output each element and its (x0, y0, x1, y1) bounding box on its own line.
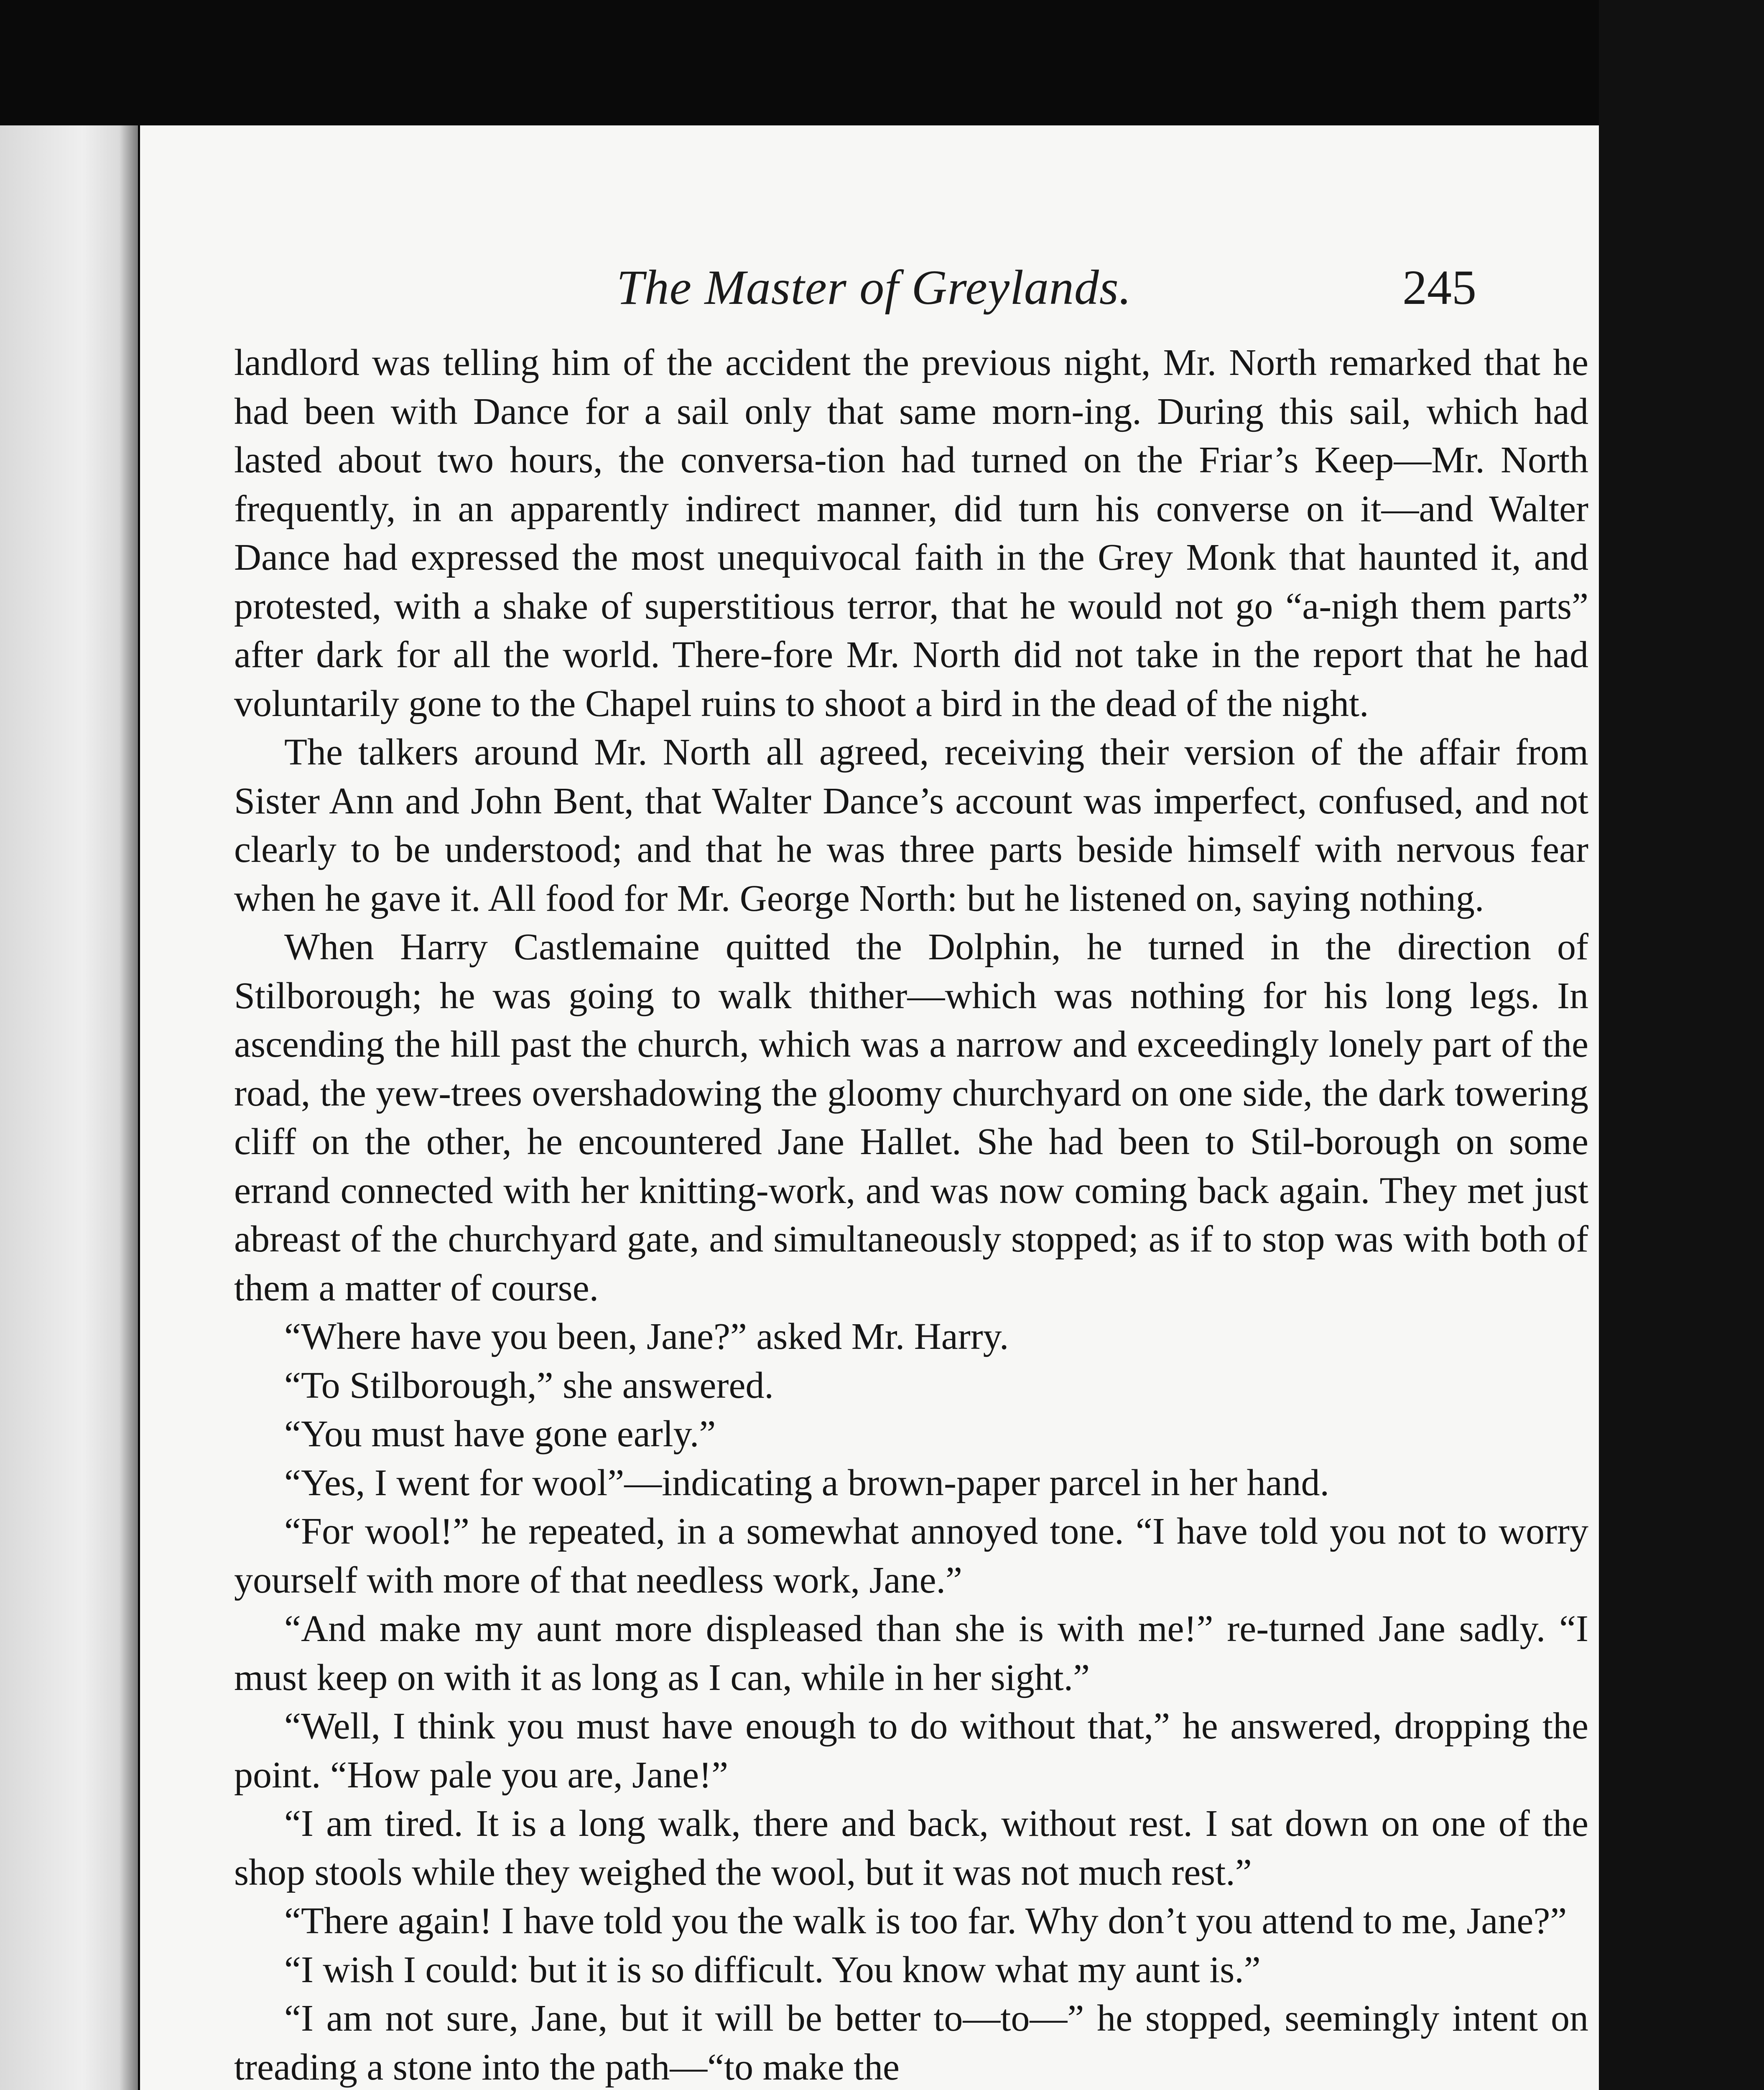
dialogue-line: “For wool!” he repeated, in a somewhat annoyed tone. “I have told you not to worry yourself with more of that needless work, Jane.” (234, 1511, 1588, 1601)
paragraph: landlord was telling him of the accident the previous night, Mr. North remarked that he had been with Dance for a sail only that same morn-ing. During this sail, which had lasted about two hours, the conversa-tion had turned on the Friar’s Keep—Mr. North frequently, in an apparently indirect manner, did turn his converse on it—and Walter Dance had expressed the most unequivocal faith in the Grey Monk that haunted it, and protested, with a shake of superstitious terror, that he would not go “a-nigh them parts” after dark for all the world. There-fore Mr. North did not take in the report that he had voluntarily gone to the Chapel ruins to shoot a bird in the dead of the night. (234, 342, 1588, 724)
dialogue-line: “I am tired. It is a long walk, there and back, without rest. I sat down on one of the shop stools while they weighed the wool, but it was not much rest.” (234, 1803, 1588, 1893)
previous-page-edge (0, 125, 138, 2090)
body-text (234, 339, 1588, 2090)
dialogue-line: “To Stilborough,” she answered. (284, 1364, 774, 1406)
book-page (140, 125, 1599, 2090)
running-head (140, 259, 1599, 326)
dialogue-line: “You must have gone early.” (284, 1413, 716, 1455)
page-gutter-shadow (119, 125, 140, 2090)
running-title: The Master of Greylands. (617, 260, 1132, 315)
paragraph: When Harry Castlemaine quitted the Dolphin, he turned in the direction of Stilborough; he was going to walk thither—which was nothing for his long legs. In ascending the hill past the church, which was a narrow and exceedingly lonely part of the road, the yew-trees overshadowing the gloomy churchyard on one side, the dark towering cliff on the other, he encountered Jane Hallet. She had been to Stil-borough on some errand connected with her knitting-work, and was now coming back again. They met just abreast of the churchyard gate, and simultaneously stopped; as if to stop was with both of them a matter of course. (234, 926, 1588, 1309)
dialogue-line: “I am not sure, Jane, but it will be better to—to—” he stopped, seemingly intent on treading a stone into the path—“to make the (234, 1998, 1588, 2088)
dialogue-line: “Well, I think you must have enough to do without that,” he answered, dropping the point. “How pale you are, Jane!” (234, 1705, 1588, 1796)
page-number: 245 (1402, 260, 1476, 315)
dialogue-line: “There again! I have told you the walk is too far. Why don’t you attend to me, Jane?” (284, 1900, 1567, 1942)
dialogue-line: “I wish I could: but it is so difficult. You know what my aunt is.” (284, 1949, 1261, 1991)
dialogue-line: “Where have you been, Jane?” asked Mr. Harry. (284, 1316, 1009, 1357)
scan-background-edge (1599, 0, 1764, 2090)
paragraph: The talkers around Mr. North all agreed, receiving their version of the affair from Sister Ann and John Bent, that Walter Dance’s account was imperfect, confused, and not clearly to be understood; and that he was three parts beside himself with nervous fear when he gave it. All food for Mr. George North: but he listened on, saying nothing. (234, 732, 1588, 919)
dialogue-line: “Yes, I went for wool”—indicating a brown-paper parcel in her hand. (284, 1462, 1330, 1504)
dialogue-line: “And make my aunt more displeased than she is with me!” re-turned Jane sadly. “I must keep on with it as long as I can, while in her sight.” (234, 1608, 1588, 1698)
